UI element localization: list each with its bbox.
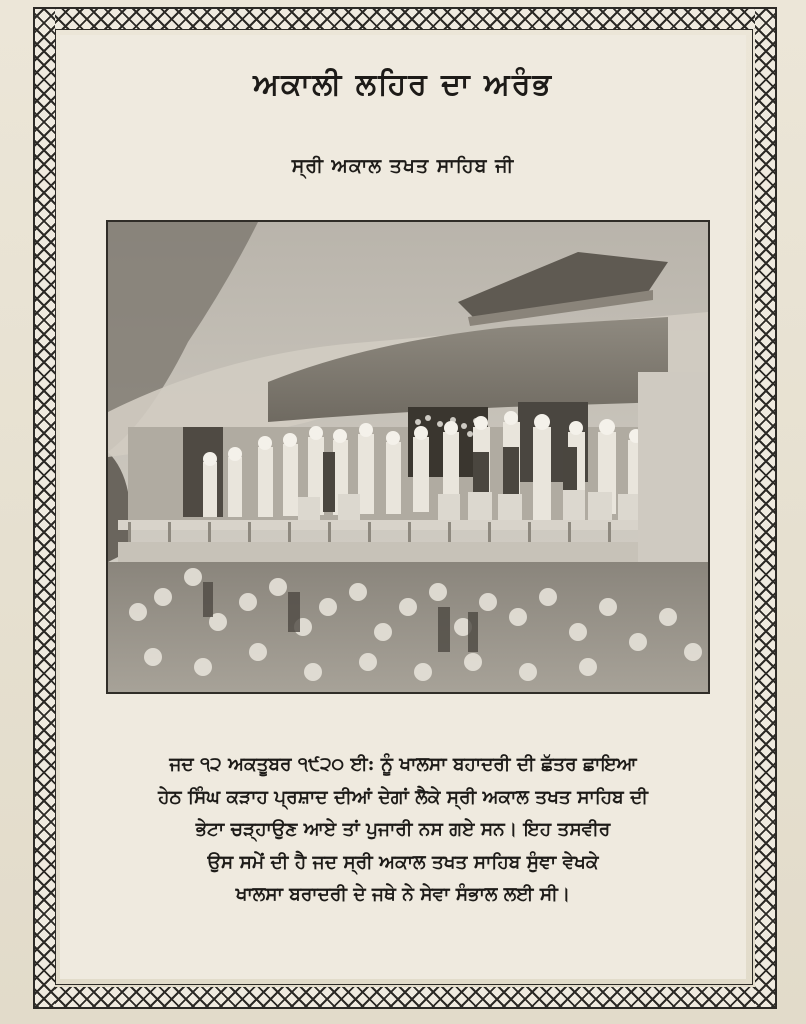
page-subtitle: ਸ੍ਰੀ ਅਕਾਲ ਤਖਤ ਸਾਹਿਬ ਜੀ (291, 155, 515, 177)
photo-caption (76, 749, 730, 912)
caption-line: ਖਾਲਸਾ ਬਰਾਦਰੀ ਦੇ ਜਥੇ ਨੇ ਸੇਵਾ ਸੰਭਾਲ ਲਈ ਸੀ। (235, 884, 571, 905)
caption-line: ਭੇਟਾ ਚੜ੍ਹਾਉਣ ਆਏ ਤਾਂ ਪੁਜਾਰੀ ਨਸ ਗਏ ਸਨ। ਇਹ ਤਸਵੀਰ (195, 819, 611, 840)
caption-line: ਉਸ ਸਮੇਂ ਦੀ ਹੈ ਜਦ ਸ੍ਰੀ ਅਕਾਲ ਤਖਤ ਸਾਹਿਬ ਸੁੰਞਾ ਵੇਖਕੇ (207, 851, 599, 873)
historical-photograph (106, 220, 710, 694)
caption-line: ਜਦ ੧੨ ਅਕਤੂਬਰ ੧੯੨੦ ਈ: ਨੂੰ ਖਾਲਸਾ ਬਹਾਦਰੀ ਦੀ ਛੱਤਰ ਛਾਇਆ (169, 754, 637, 775)
page-title: ਅਕਾਲੀ ਲਹਿਰ ਦਾ ਅਰੰਭ (253, 67, 553, 102)
page-content (60, 35, 746, 979)
caption-line: ਹੇਠ ਸਿੰਘ ਕੜਾਹ ਪ੍ਰਸ਼ਾਦ ਦੀਆਂ ਦੇਗਾਂ ਲੈਕੇ ਸ੍ਰੀ ਅਕਾਲ ਤਖਤ ਸਾਹਿਬ ਦੀ (158, 786, 648, 808)
